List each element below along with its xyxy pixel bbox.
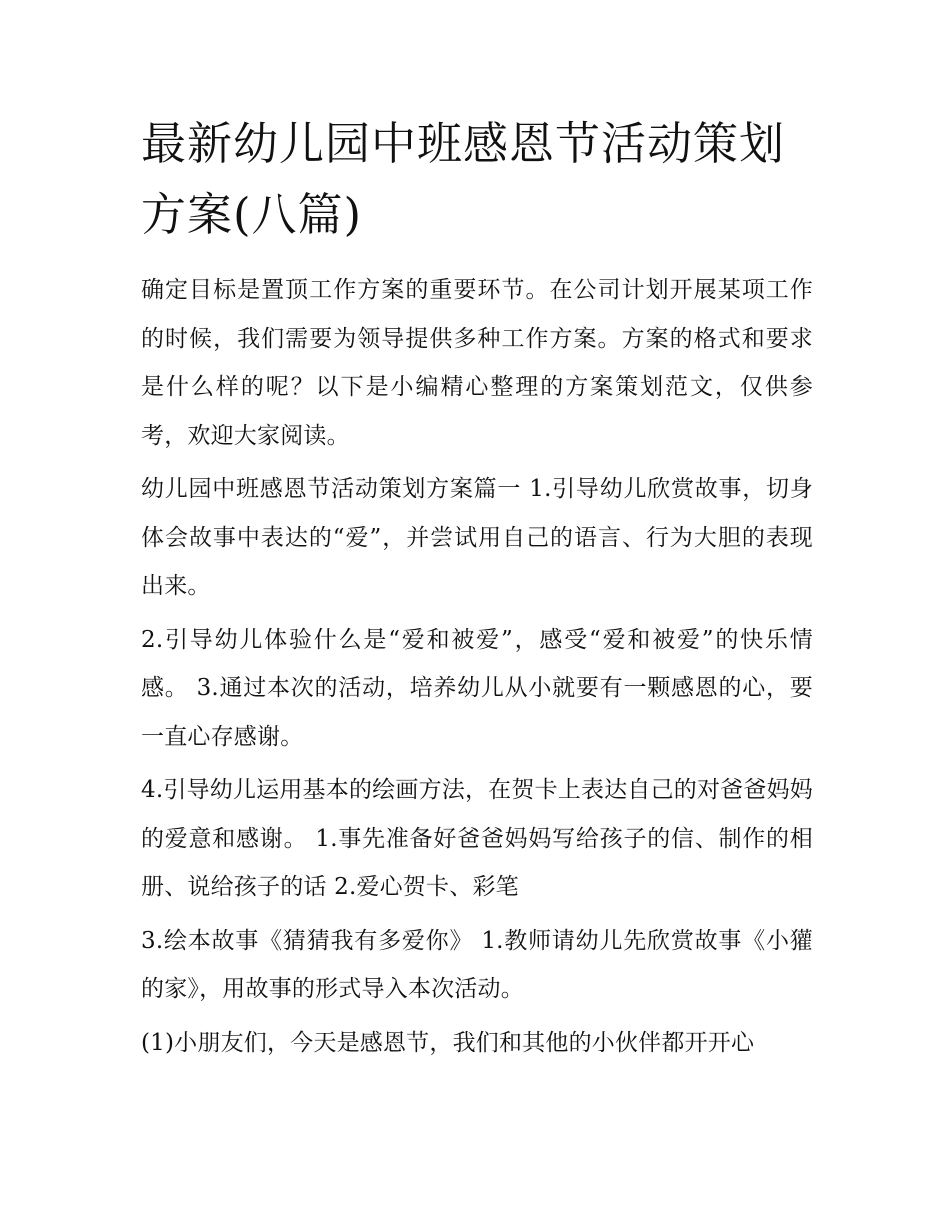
document-title: 最新幼儿园中班感恩节活动策划方案(八篇) (141, 117, 786, 241)
paragraph: 4.引导幼儿运用基本的绘画方法，在贺卡上表达自己的对爸爸妈妈的爱意和感谢。 1.事先准备好爸爸妈妈写给孩子的信、制作的相册、说给孩子的话 2.爱心贺卡、彩笔 (141, 777, 813, 900)
paragraph-intro: 确定目标是置顶工作方案的重要环节。在公司计划开展某项工作的时候，我们需要为领导提供多种工作方案。方案的格式和要求是什么样的呢？以下是小编精心整理的方案策划范文，仅供参考，欢迎大家阅读。 (141, 277, 813, 449)
paragraph: 3.绘本故事《猜猜我有多爱你》 1.教师请幼儿先欣赏故事《小獾的家》，用故事的形式导入本次活动。 (141, 927, 813, 1002)
paragraph: (1)小朋友们，今天是感恩节，我们和其他的小伙伴都开开心 (141, 1029, 755, 1056)
document-page (141, 108, 813, 1067)
paragraph: 幼儿园中班感恩节活动策划方案篇一 1.引导幼儿欣赏故事，切身体会故事中表达的“爱”，并尝试用自己的语言、行为大胆的表现出来。 (141, 476, 813, 599)
paragraph: 2.引导幼儿体验什么是“爱和被爱”，感受“爱和被爱”的快乐情感。 3.通过本次的活动，培养幼儿从小就要有一颗感恩的心，要一直心存感谢。 (141, 626, 813, 750)
